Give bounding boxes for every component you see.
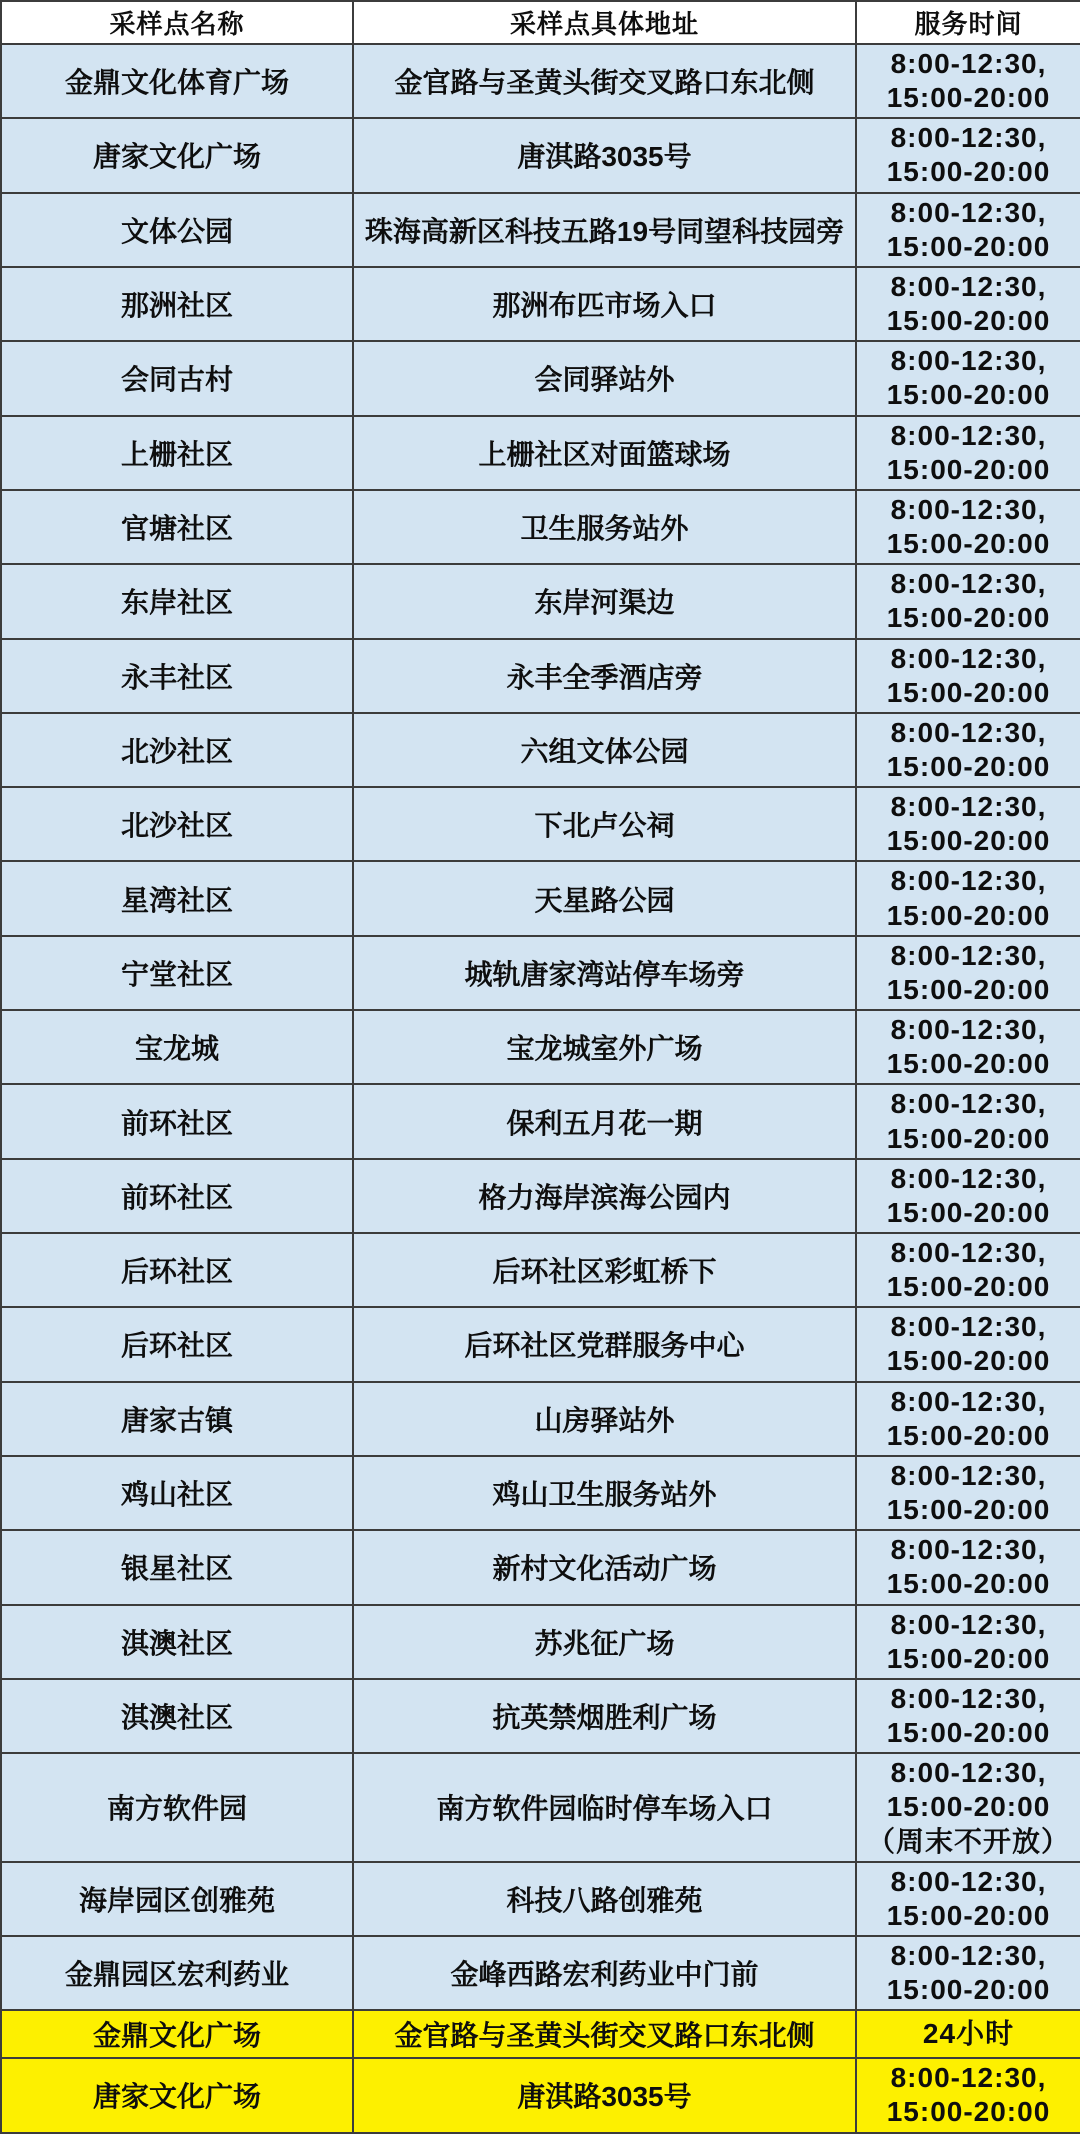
site-address-cell: 南方软件园临时停车场入口 — [353, 1753, 856, 1861]
site-address-cell: 新村文化活动广场 — [353, 1530, 856, 1604]
site-name-cell: 后环社区 — [1, 1307, 353, 1381]
site-name-cell: 那洲社区 — [1, 267, 353, 341]
service-time-line: 8:00-12:30, — [890, 642, 1047, 674]
service-time-cell — [856, 44, 1080, 118]
header-service-time: 服务时间 — [856, 1, 1080, 44]
service-time-line: 8:00-12:30, — [890, 2062, 1047, 2094]
table-row — [1, 267, 1080, 341]
service-time-line: 15:00-20:00 — [886, 676, 1051, 708]
table-row — [1, 1382, 1080, 1456]
site-name-cell: 鸡山社区 — [1, 1456, 353, 1530]
service-time-line: 15:00-20:00 — [886, 2096, 1051, 2128]
service-time-line: 8:00-12:30, — [890, 1311, 1047, 1343]
site-name-cell: 文体公园 — [1, 193, 353, 267]
table-row — [1, 1862, 1080, 1936]
table-row — [1, 713, 1080, 787]
service-time-line: 15:00-20:00 — [886, 899, 1051, 931]
site-address-cell: 鸡山卫生服务站外 — [353, 1456, 856, 1530]
service-time-cell — [856, 1159, 1080, 1233]
site-address-cell: 六组文体公园 — [353, 713, 856, 787]
service-time-line: 15:00-20:00 — [886, 82, 1051, 114]
table-row — [1, 1010, 1080, 1084]
service-time-line: 15:00-20:00 — [886, 973, 1051, 1005]
service-time-line: 15:00-20:00 — [886, 602, 1051, 634]
service-time-cell — [856, 341, 1080, 415]
table-row — [1, 118, 1080, 192]
site-address-cell: 那洲布匹市场入口 — [353, 267, 856, 341]
service-time-line: 15:00-20:00 — [886, 1419, 1051, 1451]
service-time-cell — [856, 1010, 1080, 1084]
service-time-line: 15:00-20:00 — [886, 1196, 1051, 1228]
service-time-cell — [856, 1084, 1080, 1158]
table-row — [1, 1605, 1080, 1679]
service-time-line: 15:00-20:00 — [886, 230, 1051, 262]
site-name-cell: 宝龙城 — [1, 1010, 353, 1084]
service-time-line: 24小时 — [922, 2018, 1015, 2050]
service-time-line: 15:00-20:00 — [886, 750, 1051, 782]
site-name-cell: 淇澳社区 — [1, 1605, 353, 1679]
site-name-cell: 宁堂社区 — [1, 936, 353, 1010]
site-address-cell: 城轨唐家湾站停车场旁 — [353, 936, 856, 1010]
service-time-line: 8:00-12:30, — [890, 1385, 1047, 1417]
service-time-line: 8:00-12:30, — [890, 1682, 1047, 1714]
service-time-line: 15:00-20:00 — [886, 1048, 1051, 1080]
table-body — [1, 44, 1080, 2133]
service-time-line: 15:00-20:00 — [886, 1494, 1051, 1526]
site-name-cell: 金鼎文化广场 — [1, 2010, 353, 2058]
service-time-cell — [856, 639, 1080, 713]
site-address-cell: 后环社区党群服务中心 — [353, 1307, 856, 1381]
service-time-line: 8:00-12:30, — [890, 493, 1047, 525]
service-time-line: 15:00-20:00 — [886, 825, 1051, 857]
service-time-cell — [856, 193, 1080, 267]
table-row — [1, 1936, 1080, 2010]
site-address-cell: 永丰全季酒店旁 — [353, 639, 856, 713]
site-name-cell: 唐家文化广场 — [1, 2058, 353, 2132]
service-time-cell — [856, 787, 1080, 861]
site-address-cell: 宝龙城室外广场 — [353, 1010, 856, 1084]
table-row — [1, 1456, 1080, 1530]
service-time-cell — [856, 713, 1080, 787]
service-time-line: 8:00-12:30, — [890, 1237, 1047, 1268]
site-name-cell: 星湾社区 — [1, 861, 353, 935]
site-name-cell: 前环社区 — [1, 1159, 353, 1233]
table-row — [1, 1530, 1080, 1604]
table-row — [1, 1159, 1080, 1233]
header-site-address: 采样点具体地址 — [353, 1, 856, 44]
service-time-line: 8:00-12:30, — [890, 1014, 1047, 1046]
site-name-cell: 银星社区 — [1, 1530, 353, 1604]
site-name-cell: 官塘社区 — [1, 490, 353, 564]
site-address-cell: 唐淇路3035号 — [353, 118, 856, 192]
table-row — [1, 2058, 1080, 2132]
site-name-cell: 永丰社区 — [1, 639, 353, 713]
table-row — [1, 564, 1080, 638]
table-row — [1, 936, 1080, 1010]
service-time-line: 8:00-12:30, — [890, 791, 1047, 823]
service-time-line: 8:00-12:30, — [890, 419, 1047, 451]
service-time-line: 15:00-20:00 — [886, 1791, 1051, 1823]
site-name-cell: 前环社区 — [1, 1084, 353, 1158]
service-time-line: 8:00-12:30, — [890, 1865, 1047, 1897]
table-row — [1, 1233, 1080, 1307]
service-time-line: （周末不开放） — [866, 1825, 1070, 1857]
table-row — [1, 44, 1080, 118]
site-address-cell: 金官路与圣黄头街交叉路口东北侧 — [353, 44, 856, 118]
site-name-cell: 金鼎文化体育广场 — [1, 44, 353, 118]
site-address-cell: 上栅社区对面篮球场 — [353, 416, 856, 490]
site-name-cell: 北沙社区 — [1, 713, 353, 787]
service-time-cell — [856, 1233, 1080, 1307]
service-time-line: 8:00-12:30, — [890, 939, 1047, 971]
site-name-cell: 淇澳社区 — [1, 1679, 353, 1753]
site-name-cell: 唐家古镇 — [1, 1382, 353, 1456]
service-time-cell — [856, 2058, 1080, 2132]
service-time-line: 8:00-12:30, — [890, 865, 1047, 897]
service-time-line: 15:00-20:00 — [886, 528, 1051, 560]
service-time-line: 8:00-12:30, — [890, 1088, 1047, 1120]
service-time-line: 8:00-12:30, — [890, 1757, 1047, 1789]
site-name-cell: 海岸园区创雅苑 — [1, 1862, 353, 1936]
site-address-cell: 会同驿站外 — [353, 341, 856, 415]
header-site-name: 采样点名称 — [1, 1, 353, 44]
table-row — [1, 341, 1080, 415]
service-time-line: 8:00-12:30, — [890, 568, 1047, 600]
service-time-line: 8:00-12:30, — [890, 196, 1047, 228]
service-time-cell — [856, 564, 1080, 638]
service-time-line: 15:00-20:00 — [886, 1122, 1051, 1154]
table-row — [1, 416, 1080, 490]
service-time-cell — [856, 1679, 1080, 1753]
site-name-cell: 会同古村 — [1, 341, 353, 415]
service-time-line: 8:00-12:30, — [890, 1162, 1047, 1194]
service-time-cell — [856, 1382, 1080, 1456]
site-address-cell: 后环社区彩虹桥下 — [353, 1233, 856, 1307]
service-time-line: 15:00-20:00 — [886, 1642, 1051, 1674]
service-time-cell — [856, 118, 1080, 192]
service-time-cell — [856, 1753, 1080, 1861]
service-time-cell — [856, 416, 1080, 490]
site-address-cell: 科技八路创雅苑 — [353, 1862, 856, 1936]
service-time-cell — [856, 267, 1080, 341]
table-row — [1, 490, 1080, 564]
service-time-line: 15:00-20:00 — [886, 1271, 1051, 1303]
service-time-line: 8:00-12:30, — [890, 1608, 1047, 1640]
service-time-line: 15:00-20:00 — [886, 1974, 1051, 2006]
site-address-cell: 唐淇路3035号 — [353, 2058, 856, 2132]
service-time-cell — [856, 861, 1080, 935]
table-row — [1, 861, 1080, 935]
service-time-cell — [856, 1605, 1080, 1679]
table-row — [1, 1679, 1080, 1753]
site-address-cell: 抗英禁烟胜利广场 — [353, 1679, 856, 1753]
site-name-cell: 金鼎园区宏利药业 — [1, 1936, 353, 2010]
service-time-cell — [856, 936, 1080, 1010]
site-name-cell: 北沙社区 — [1, 787, 353, 861]
site-name-cell: 东岸社区 — [1, 564, 353, 638]
service-time-line: 15:00-20:00 — [886, 1899, 1051, 1931]
site-address-cell: 下北卢公祠 — [353, 787, 856, 861]
service-time-cell — [856, 2010, 1080, 2058]
service-time-cell — [856, 1456, 1080, 1530]
table-row — [1, 1084, 1080, 1158]
site-address-cell: 保利五月花一期 — [353, 1084, 856, 1158]
service-time-line: 15:00-20:00 — [886, 379, 1051, 411]
service-time-line: 15:00-20:00 — [886, 1717, 1051, 1749]
table-header — [1, 1, 1080, 44]
site-address-cell: 苏兆征广场 — [353, 1605, 856, 1679]
site-address-cell: 山房驿站外 — [353, 1382, 856, 1456]
service-time-line: 8:00-12:30, — [890, 1459, 1047, 1491]
service-time-cell — [856, 1530, 1080, 1604]
service-time-line: 8:00-12:30, — [890, 122, 1047, 154]
service-time-line: 15:00-20:00 — [886, 1568, 1051, 1600]
service-time-cell — [856, 1936, 1080, 2010]
table-row — [1, 2010, 1080, 2058]
table-row — [1, 787, 1080, 861]
site-name-cell: 唐家文化广场 — [1, 118, 353, 192]
service-time-line: 15:00-20:00 — [886, 453, 1051, 485]
site-address-cell: 格力海岸滨海公园内 — [353, 1159, 856, 1233]
service-time-line: 8:00-12:30, — [890, 345, 1047, 377]
service-time-line: 8:00-12:30, — [890, 270, 1047, 302]
service-time-line: 15:00-20:00 — [886, 305, 1051, 337]
service-time-line: 8:00-12:30, — [890, 1939, 1047, 1971]
site-address-cell: 天星路公园 — [353, 861, 856, 935]
site-name-cell: 上栅社区 — [1, 416, 353, 490]
service-time-line: 15:00-20:00 — [886, 1345, 1051, 1377]
table-row — [1, 1753, 1080, 1861]
site-address-cell: 金峰西路宏利药业中门前 — [353, 1936, 856, 2010]
service-time-line: 8:00-12:30, — [890, 1534, 1047, 1566]
service-time-cell — [856, 1862, 1080, 1936]
site-name-cell: 后环社区 — [1, 1233, 353, 1307]
site-name-cell: 南方软件园 — [1, 1753, 353, 1861]
site-address-cell: 东岸河渠边 — [353, 564, 856, 638]
site-address-cell: 金官路与圣黄头街交叉路口东北侧 — [353, 2010, 856, 2058]
service-time-line: 15:00-20:00 — [886, 156, 1051, 188]
table-row — [1, 639, 1080, 713]
site-address-cell: 珠海高新区科技五路19号同望科技园旁 — [353, 193, 856, 267]
site-address-cell: 卫生服务站外 — [353, 490, 856, 564]
table-row — [1, 193, 1080, 267]
service-time-line: 8:00-12:30, — [890, 48, 1047, 79]
table-row — [1, 1307, 1080, 1381]
header-row — [1, 1, 1080, 44]
service-time-line: 8:00-12:30, — [890, 716, 1047, 748]
service-time-cell — [856, 1307, 1080, 1381]
service-time-cell — [856, 490, 1080, 564]
